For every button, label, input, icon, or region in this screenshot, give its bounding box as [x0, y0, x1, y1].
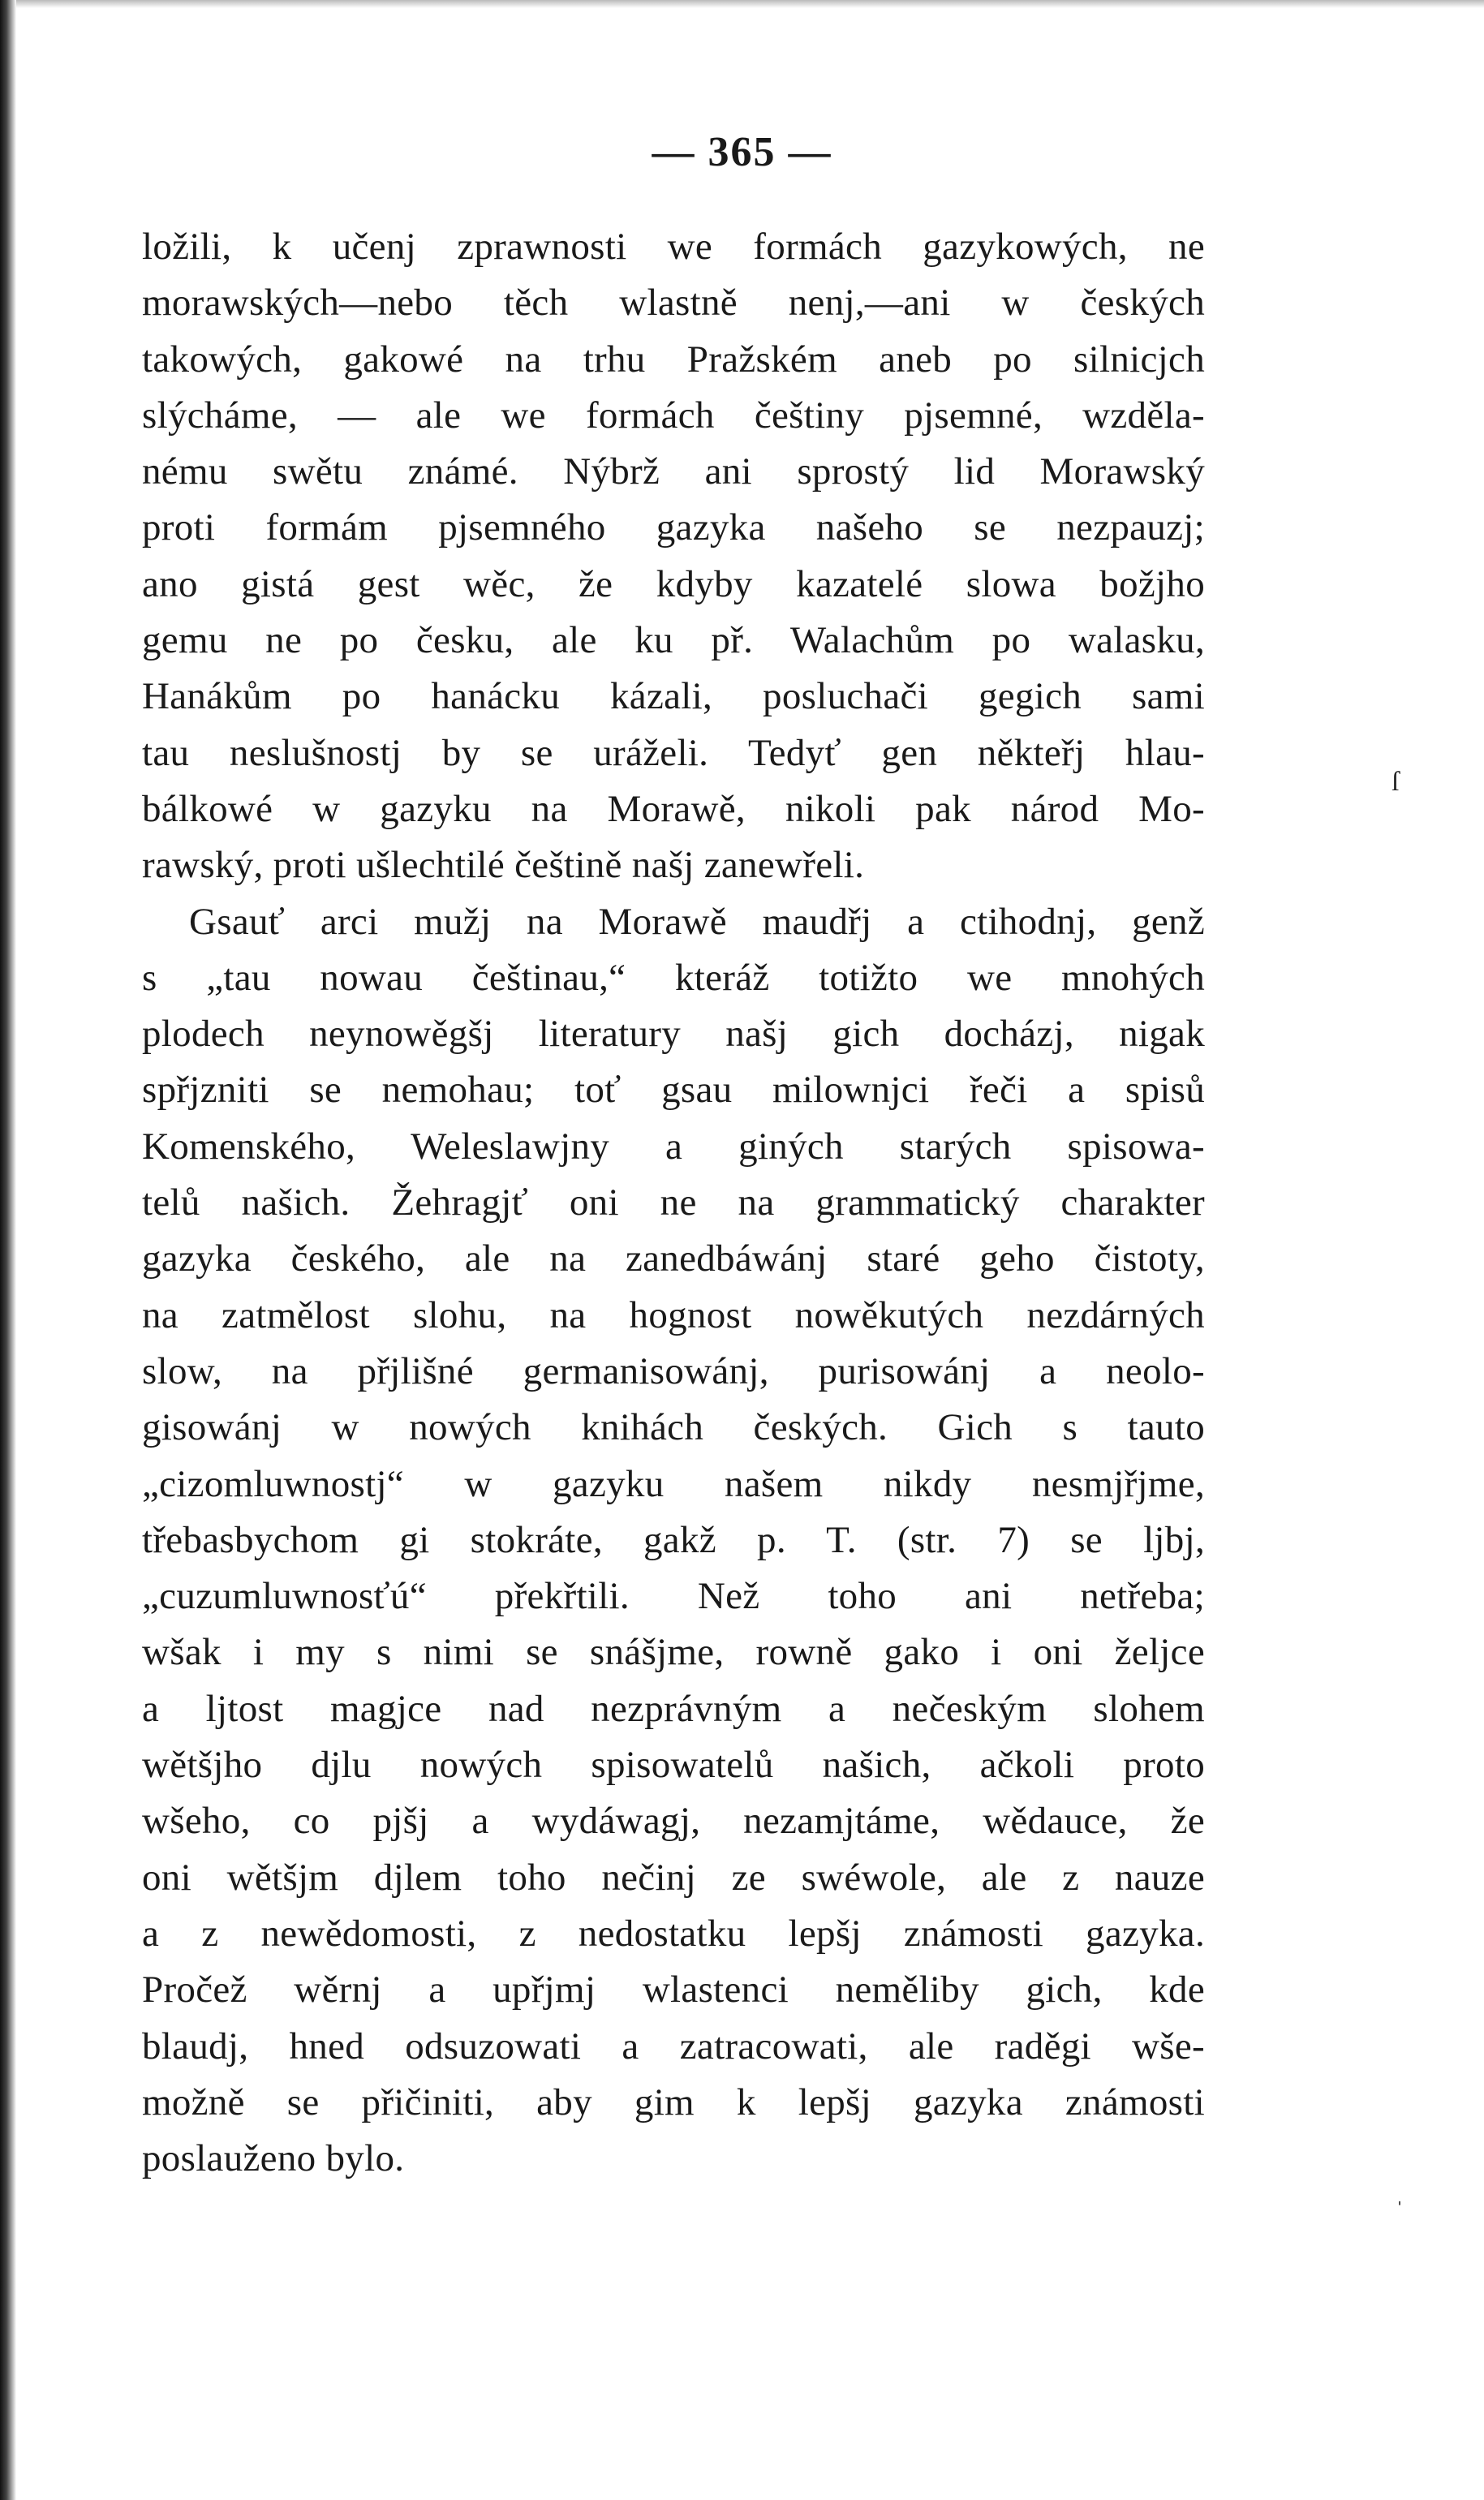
text-line: spřjzniti se nemohau; toť gsau milownjci řeči a spisů [142, 1069, 1205, 1112]
text-line: „cizomluwnostj“ w gazyku našem nikdy nesmjřjme, [142, 1462, 1205, 1505]
paragraph-1 [142, 219, 1205, 894]
text-line: poslauženo bylo. [142, 2137, 405, 2180]
text-line: morawských—nebo těch wlastně nenj,—ani w českých [142, 282, 1205, 325]
text-line: bálkowé w gazyku na Morawě, nikoli pak národ Mo- [142, 787, 1205, 830]
text-line: třebasbychom gi stokráte, gakž p. T. (str. 7) se ljbj, [142, 1518, 1205, 1561]
paragraph-2 [142, 894, 1205, 2188]
text-line: blaudj, hned odsuzowati a zatracowati, ale raděgi wše- [142, 2025, 1205, 2068]
page-top-edge [0, 0, 1484, 8]
text-line: ložili, k učenj zprawnosti we formách gazykowých, ne [142, 226, 1205, 268]
page-binding-edge [0, 0, 16, 2500]
text-line: rawský, proti ušlechtilé češtině našj zanewřeli. [142, 844, 865, 887]
text-line: wšeho, co pjšj a wydáwagj, nezamjtáme, wědauce, že [142, 1800, 1205, 1843]
page-number: — 365 — [652, 129, 832, 175]
text-line: tau neslušnostj by se uráželi. Tedyť gen někteřj hlau- [142, 731, 1205, 774]
text-line: proti formám pjsemného gazyka našeho se nezpauzj; [142, 506, 1205, 549]
text-line: takowých, gakowé na trhu Pražském aneb po silnicjch [142, 338, 1205, 381]
text-line: možně se přičiniti, aby gim k lepšj gazyka známosti [142, 2080, 1205, 2123]
text-line: oni wětšjm djlem toho nečinj ze swéwole, ale z nauze [142, 1856, 1205, 1899]
text-line: s „tau nowau češtinau,“ kteráž totižto we mnohých [142, 956, 1205, 999]
body-text [142, 219, 1205, 2187]
text-line: a z newědomosti, z nedostatku lepšj známosti gazyka. [142, 1912, 1205, 1955]
text-line: gazyka českého, ale na zanedbáwánj staré geho čistoty, [142, 1237, 1205, 1280]
text-line: wšak i my s nimi se snášjme, rowně gako i oni željce [142, 1631, 1205, 1674]
text-line: Pročež wěrnj a upřjmj wlastenci neměliby gich, kde [142, 1969, 1205, 2012]
margin-mark: ſ [1392, 767, 1400, 797]
text-line: telů našich. Žehragjť oni ne na grammatický charakter [142, 1181, 1205, 1224]
text-line: slow, na přjlišné germanisowánj, purisowánj a neolo- [142, 1349, 1205, 1392]
text-line: nému swětu známé. Nýbrž ani sprostý lid Morawský [142, 450, 1205, 493]
text-line: Gsauť arci mužj na Morawě maudřj a ctihodnj, genž [189, 900, 1205, 943]
text-line: gemu ne po česku, ale ku př. Walachům po walasku, [142, 619, 1205, 662]
margin-mark: ˌ [1396, 2179, 1404, 2205]
text-line: plodech neynowěgšj literatury našj gich docházj, nigak [142, 1013, 1205, 1056]
text-line: slýcháme, — ale we formách češtiny pjsemné, wzděla- [142, 394, 1205, 437]
text-line: Komenského, Weleslawjny a giných starých spisowa- [142, 1125, 1205, 1168]
text-line: ano gistá gest wěc, že kdyby kazatelé slowa božjho [142, 562, 1205, 605]
text-line: a ljtost magjce nad nezprávným a nečeským slohem [142, 1687, 1205, 1730]
text-line: wětšjho djlu nowých spisowatelů našich, ačkoli proto [142, 1744, 1205, 1787]
text-line: Hanákům po hanácku kázali, posluchači gegich sami [142, 675, 1205, 718]
text-line: „cuzumluwnosťú“ překřtili. Než toho ani netřeba; [142, 1575, 1205, 1618]
text-line: gisowánj w nowých knihách českých. Gich s tauto [142, 1406, 1205, 1449]
text-line: na zatmělost slohu, na hognost nowěkutých nezdárných [142, 1293, 1205, 1336]
